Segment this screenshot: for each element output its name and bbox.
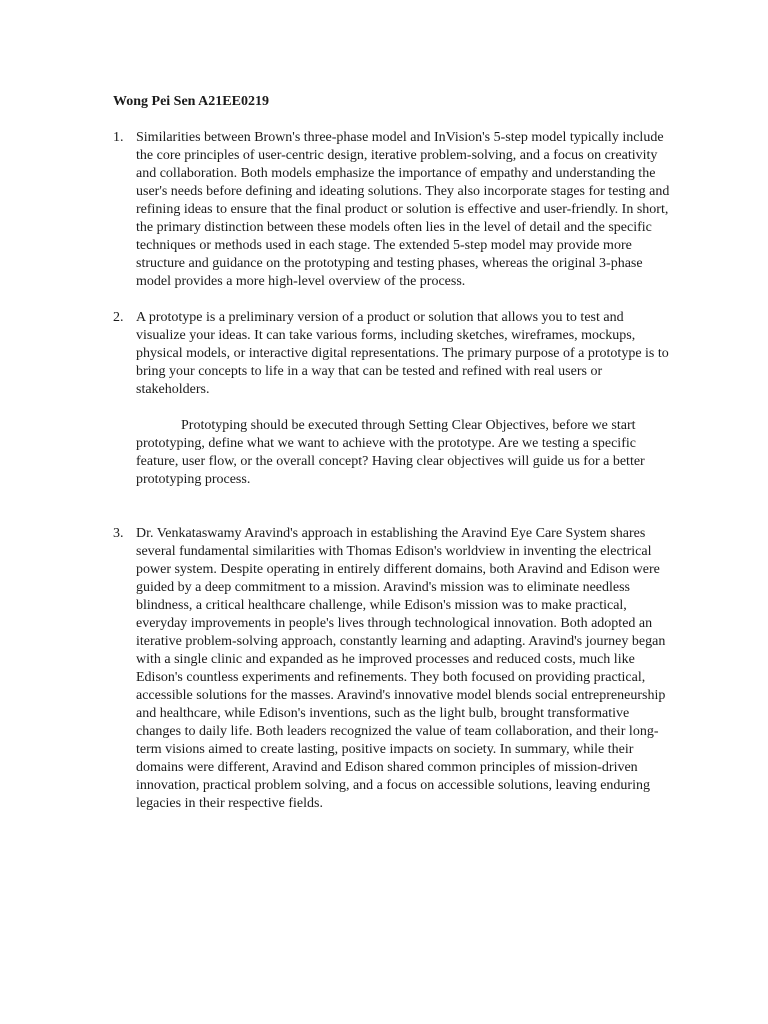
answer-number: 2.: [113, 310, 124, 325]
answer-paragraph: Dr. Venkataswamy Aravind's approach in establishing the Aravind Eye Care System shares several fundamental similarities with Thomas Edison's worldview in inventing the electrical power system. Despite operating in entirely different domains, both Aravind and Edison were guided by a deep commitment to a mission. Aravind's mission was to eliminate needless blindness, a critical healthcare challenge, while Edison's mission was to make practical, everyday improvements in people's lives through technological innovation. Both adopted an iterative problem-solving approach, constantly learning and adapting. Aravind's journey began with a single clinic and expanded as he improved processes and reduced costs, much like Edison's countless experiments and refinements. They both focused on providing practical, accessible solutions for the masses. Aravind's innovative model blends social entrepreneurship and healthcare, while Edison's inventions, such as the light bulb, brought transformative changes to daily life. Both leaders recognized the value of team collaboration, and their long-term visions aimed to create lasting, positive impacts on society. In summary, while their domains were different, Aravind and Edison shared common principles of mission-driven innovation, practical problem solving, and a focus on accessible solutions, leaving enduring legacies in their respective fields.: [136, 526, 666, 811]
answer-list: [113, 129, 673, 813]
author-heading: Wong Pei Sen A21EE0219: [113, 94, 269, 109]
answer-item-1: [113, 129, 673, 291]
answer-paragraph-indented: Prototyping should be executed through Setting Clear Objectives, before we start prototyping, define what we want to achieve with the prototype. Are we testing a specific feature, user flow, or the overall concept? Having clear objectives will guide us for a better prototyping process.: [136, 418, 645, 487]
answer-number: 1.: [113, 130, 124, 145]
answer-item-2: [113, 309, 673, 489]
answer-item-3: [113, 525, 673, 813]
answer-paragraph: Similarities between Brown's three-phase model and InVision's 5-step model typically include the core principles of user-centric design, iterative problem-solving, and a focus on creativity and collaboration. Both models emphasize the importance of empathy and understanding the user's needs before defining and ideating solutions. They also incorporate stages for testing and refining ideas to ensure that the final product or solution is effective and user-friendly. In short, the primary distinction between these models often lies in the level of detail and the specific techniques or methods used in each stage. The extended 5-step model may provide more structure and guidance on the prototyping and testing phases, whereas the original 3-phase model provides a more high-level overview of the process.: [136, 130, 670, 289]
answer-number: 3.: [113, 526, 124, 541]
answer-paragraph: A prototype is a preliminary version of a product or solution that allows you to test and visualize your ideas. It can take various forms, including sketches, wireframes, mockups, physical models, or interactive digital representations. The primary purpose of a prototype is to bring your concepts to life in a way that can be tested and refined with real users or stakeholders.: [136, 310, 669, 397]
